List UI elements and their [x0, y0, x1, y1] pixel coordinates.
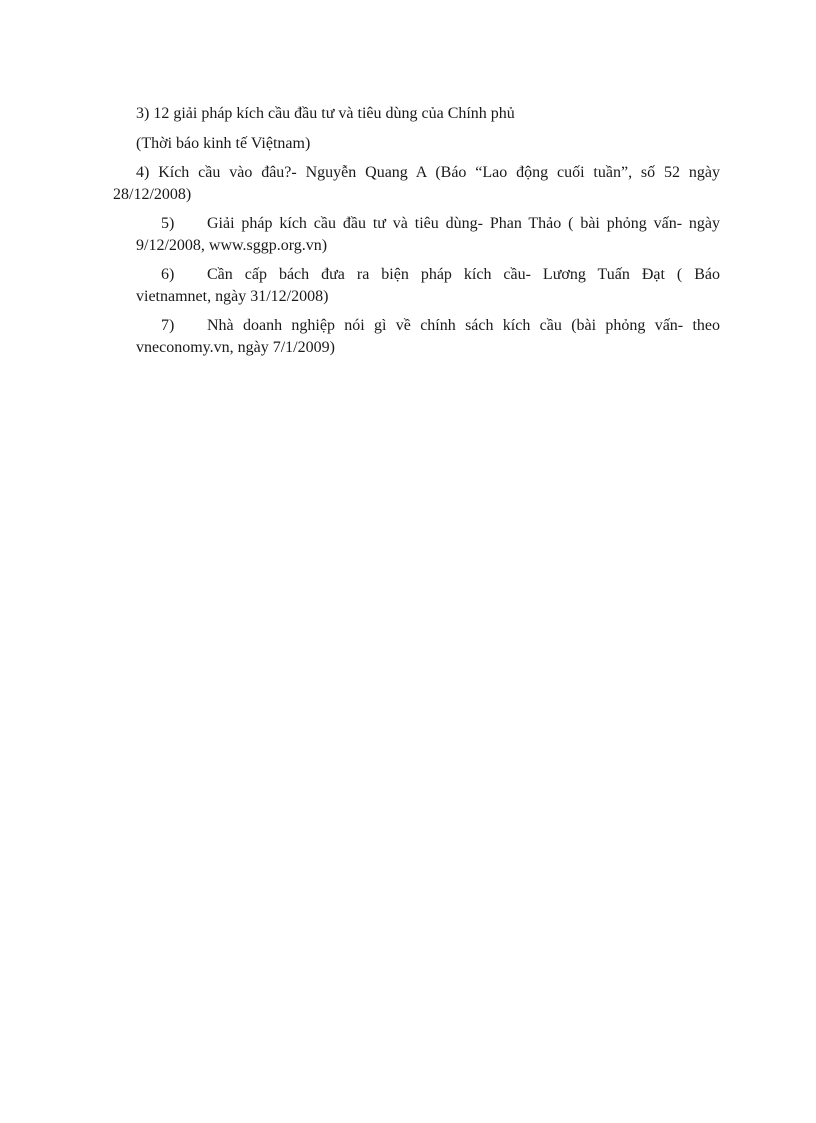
reference-7 [136, 315, 720, 359]
reference-4 [113, 162, 720, 206]
reference-3-text: 3) 12 giải pháp kích cầu đầu tư và tiêu dùng của Chính phủ [136, 105, 515, 122]
reference-3-source [136, 133, 310, 155]
reference-5-line2: 9/12/2008, www.sggp.org.vn) [136, 237, 328, 254]
reference-7-number: 7) [161, 317, 175, 334]
reference-4-line1: 4) Kích cầu vào đâu?- Nguyễn Quang A (Báo “Lao động cuối tuần”, số 52 ngày [136, 164, 720, 181]
reference-5-line1 [136, 213, 720, 235]
reference-3 [136, 103, 515, 125]
reference-5-number: 5) [161, 215, 175, 232]
reference-6 [136, 264, 720, 308]
reference-3-source-text: (Thời báo kinh tế Việtnam) [136, 135, 311, 152]
reference-7-line1 [136, 315, 720, 337]
reference-4-line2: 28/12/2008) [113, 186, 192, 203]
reference-5-title: Giải pháp kích cầu đầu tư và tiêu dùng- Phan Thảo ( bài phỏng vấn- ngày [207, 215, 720, 232]
reference-6-line1 [136, 264, 720, 286]
reference-7-title: Nhà doanh nghiệp nói gì về chính sách kích cầu (bài phỏng vấn- theo [207, 317, 720, 334]
reference-6-title: Cần cấp bách đưa ra biện pháp kích cầu- Lương Tuấn Đạt ( Báo [207, 266, 720, 283]
reference-6-number: 6) [161, 266, 175, 283]
reference-6-line2: vietnamnet, ngày 31/12/2008) [136, 288, 329, 305]
reference-5 [136, 213, 720, 257]
reference-7-line2: vneconomy.vn, ngày 7/1/2009) [136, 339, 335, 356]
